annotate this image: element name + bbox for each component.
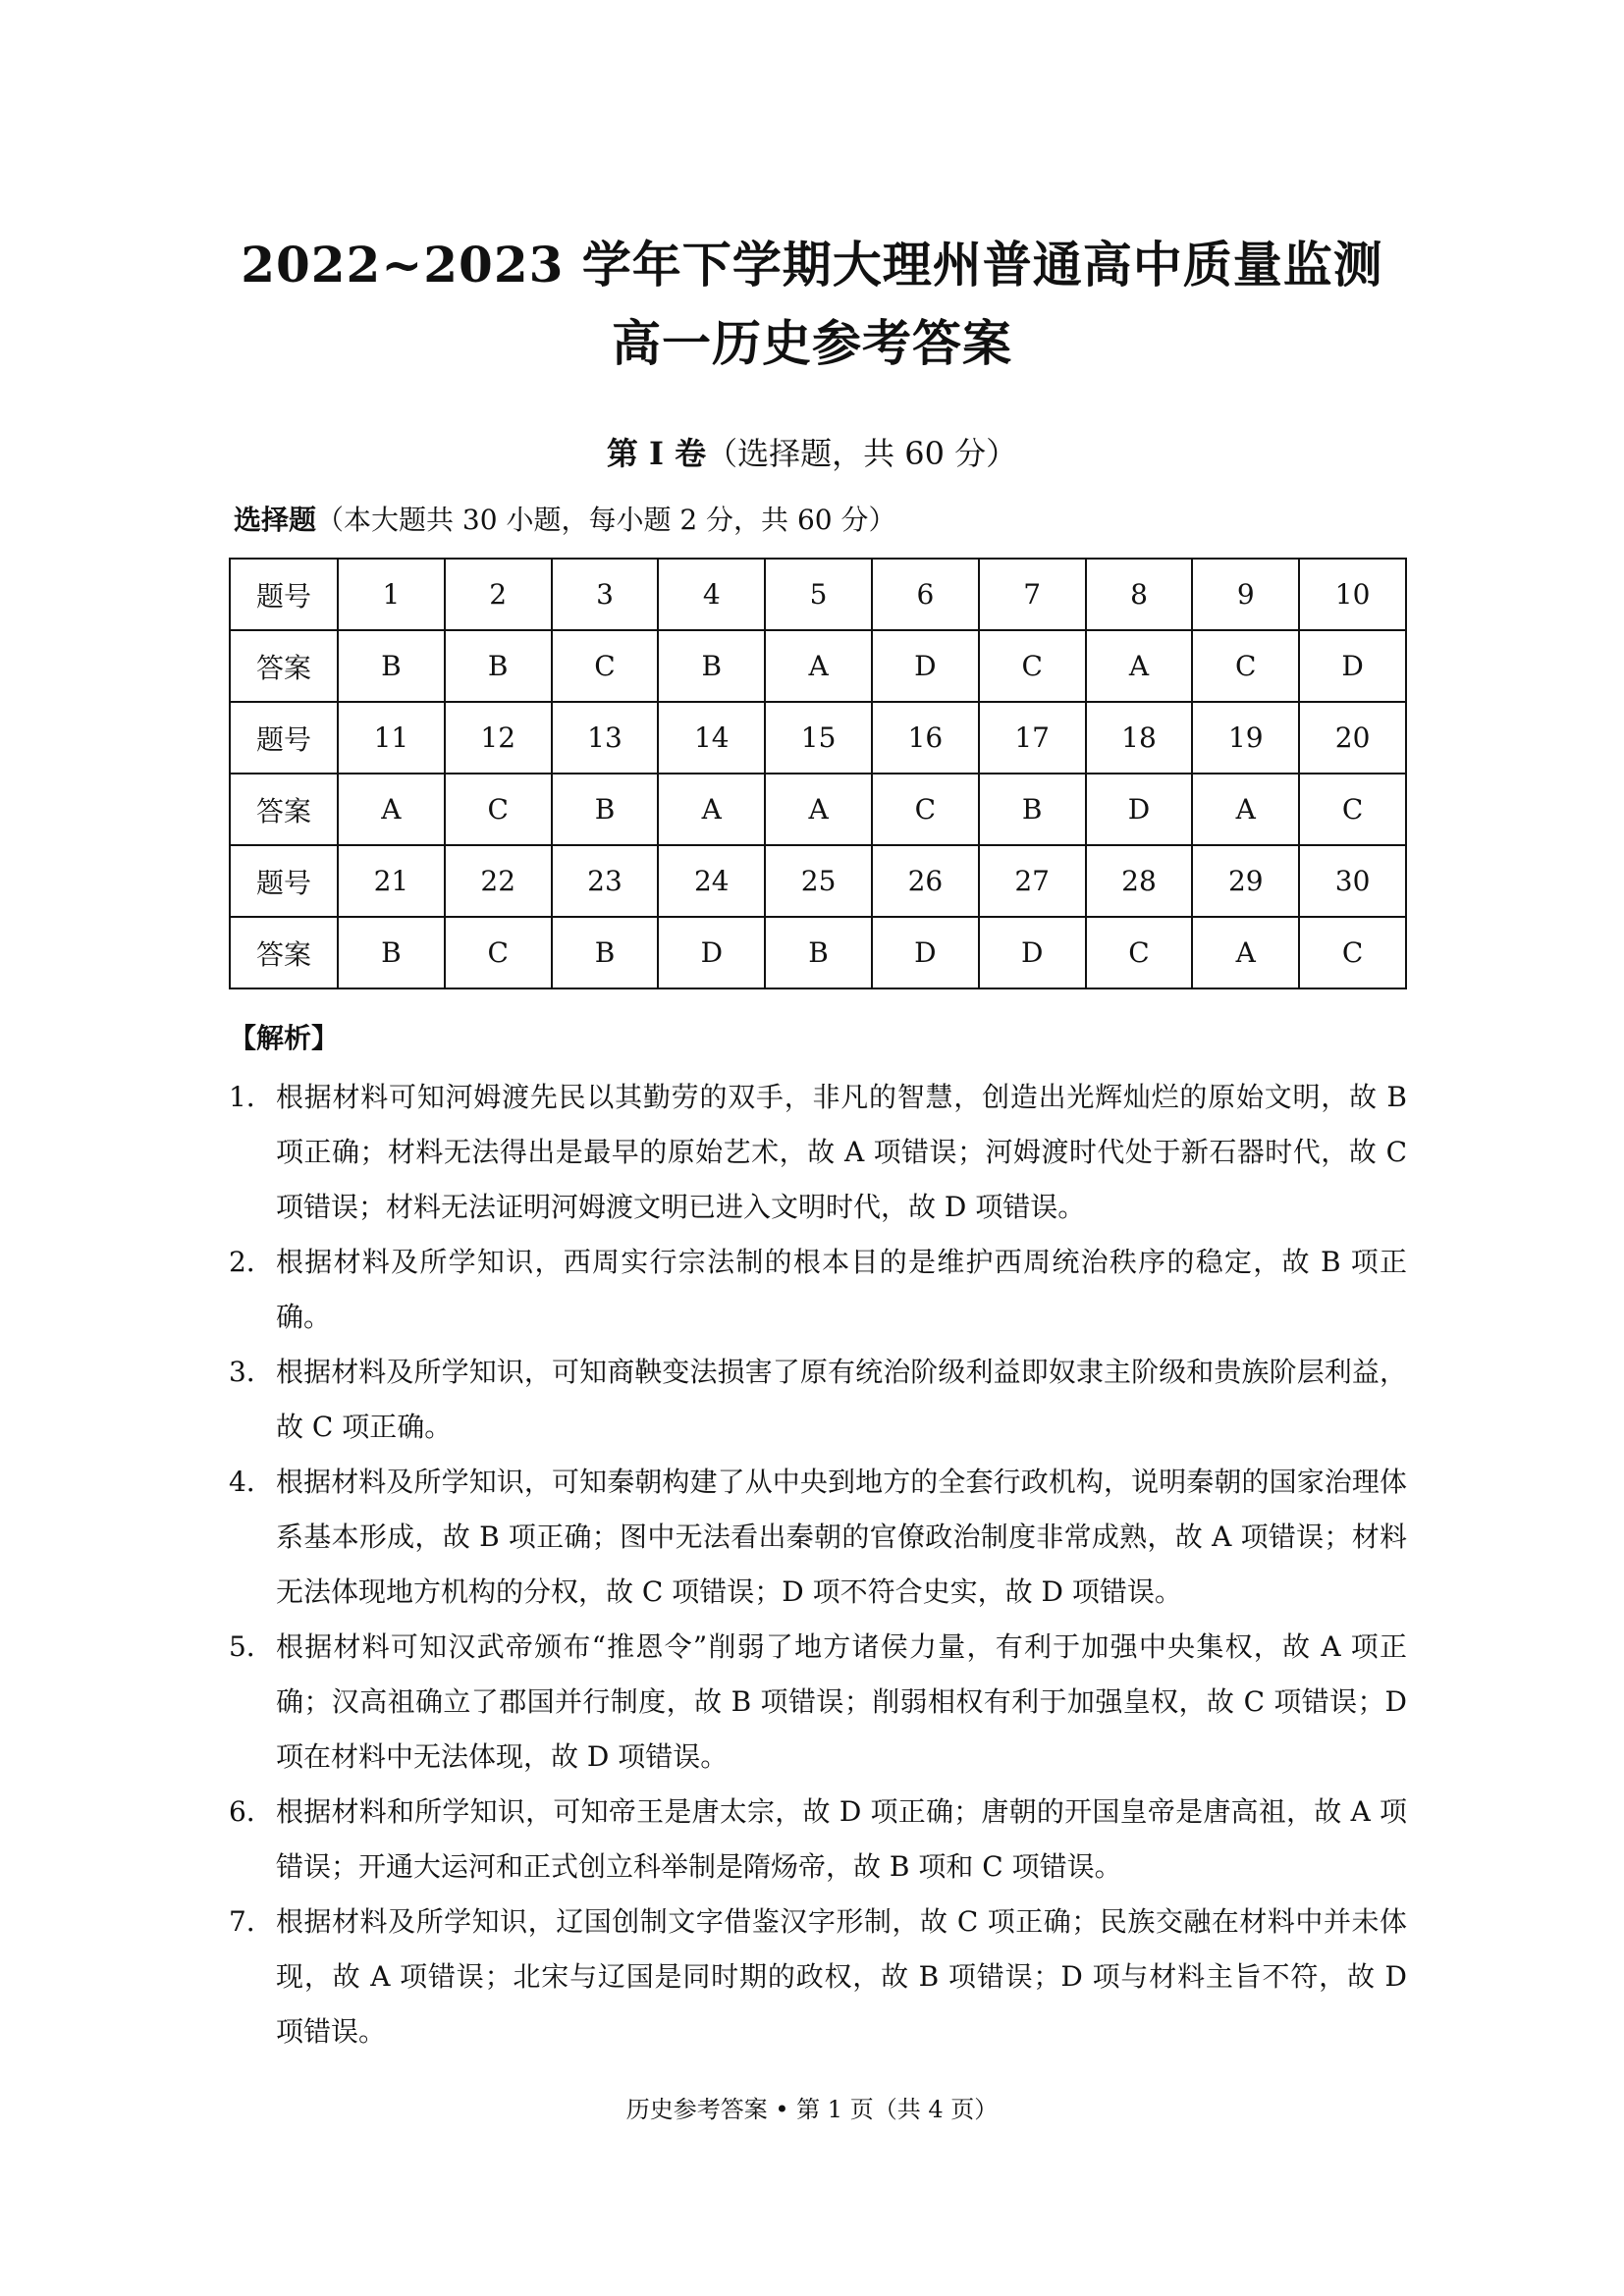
item-number: 4． <box>229 1466 274 1498</box>
answer-cell: D <box>1299 630 1406 702</box>
answer-cell: A <box>658 774 765 845</box>
answer-cell: C <box>872 774 979 845</box>
answer-cell: B <box>658 630 765 702</box>
table-row <box>230 630 1406 702</box>
item-text: 根据材料可知汉武帝颁布“推恩令”削弱了地方诸侯力量，有利于加强中央集权，故 A 项正确；汉高祖确立了郡国并行制度，故 B 项错误；削弱相权有利于加强皇权，故 C 项错误；D 项在材料中无法体现，故 D 项错误。 <box>276 1630 1407 1773</box>
question-number-cell: 27 <box>979 845 1086 917</box>
list-item <box>229 1785 1407 1895</box>
list-item <box>229 1235 1407 1345</box>
question-number-cell: 5 <box>765 559 872 630</box>
answer-cell: B <box>552 774 659 845</box>
answer-cell: A <box>765 630 872 702</box>
answer-cell: C <box>445 774 552 845</box>
item-text: 根据材料和所学知识，可知帝王是唐太宗，故 D 项正确；唐朝的开国皇帝是唐高祖，故 A 项错误；开通大运河和正式创立科举制是隋炀帝，故 B 项和 C 项错误。 <box>276 1795 1407 1883</box>
item-number: 7． <box>229 1905 274 1938</box>
answer-cell: D <box>1086 774 1193 845</box>
page-footer: 历史参考答案 • 第 1 页（共 4 页） <box>625 2096 999 2123</box>
answer-cell: C <box>1086 917 1193 988</box>
list-item <box>229 1620 1407 1785</box>
list-item <box>229 1070 1407 1235</box>
question-number-cell: 12 <box>445 702 552 774</box>
section-title <box>0 434 1624 473</box>
list-item <box>229 1895 1407 2059</box>
list-item <box>229 1345 1407 1455</box>
question-number-cell: 21 <box>338 845 445 917</box>
item-number: 2． <box>229 1246 274 1278</box>
answer-cell: A <box>1192 774 1299 845</box>
item-number: 1． <box>229 1081 274 1113</box>
answer-cell: A <box>765 774 872 845</box>
row-header: 答案 <box>230 774 338 845</box>
document-title: 2022~2023 学年下学期大理州普通高中质量监测 <box>241 236 1383 294</box>
question-number-cell: 2 <box>445 559 552 630</box>
row-header: 题号 <box>230 702 338 774</box>
row-header: 题号 <box>230 845 338 917</box>
answer-cell: B <box>765 917 872 988</box>
answer-cell: D <box>872 917 979 988</box>
answer-cell: C <box>1299 917 1406 988</box>
table-row <box>230 559 1406 630</box>
item-text: 根据材料及所学知识，可知秦朝构建了从中央到地方的全套行政机构，说明秦朝的国家治理体系基本形成，故 B 项正确；图中无法看出秦朝的官僚政治制度非常成熟，故 A 项错误；材料无法体现地方机构的分权，故 C 项错误；D 项不符合史实，故 D 项错误。 <box>276 1466 1407 1608</box>
table-row <box>230 702 1406 774</box>
answer-cell: B <box>979 774 1086 845</box>
question-number-cell: 10 <box>1299 559 1406 630</box>
question-number-cell: 18 <box>1086 702 1193 774</box>
question-number-cell: 23 <box>552 845 659 917</box>
question-number-cell: 4 <box>658 559 765 630</box>
explanation-list <box>229 1070 1407 2059</box>
item-text: 根据材料及所学知识，可知商鞅变法损害了原有统治阶级利益即奴隶主阶级和贵族阶层利益，故 C 项正确。 <box>276 1356 1407 1443</box>
answer-cell: C <box>445 917 552 988</box>
section-title-bold: 第 I 卷 <box>606 435 707 472</box>
question-number-cell: 17 <box>979 702 1086 774</box>
question-number-cell: 19 <box>1192 702 1299 774</box>
question-number-cell: 7 <box>979 559 1086 630</box>
answer-cell: D <box>658 917 765 988</box>
question-number-cell: 20 <box>1299 702 1406 774</box>
answer-cell: C <box>552 630 659 702</box>
row-header: 答案 <box>230 630 338 702</box>
list-item <box>229 1455 1407 1620</box>
analysis-heading: 【解析】 <box>229 1022 340 1054</box>
section-intro-rest: （本大题共 30 小题，每小题 2 分，共 60 分） <box>316 504 896 536</box>
row-header: 题号 <box>230 559 338 630</box>
question-number-cell: 9 <box>1192 559 1299 630</box>
answer-cell: C <box>1299 774 1406 845</box>
question-number-cell: 16 <box>872 702 979 774</box>
question-number-cell: 13 <box>552 702 659 774</box>
question-number-cell: 6 <box>872 559 979 630</box>
item-number: 5． <box>229 1630 274 1663</box>
question-number-cell: 24 <box>658 845 765 917</box>
table-row <box>230 774 1406 845</box>
answer-cell: D <box>979 917 1086 988</box>
section-intro <box>234 503 896 538</box>
table-row <box>230 917 1406 988</box>
question-number-cell: 8 <box>1086 559 1193 630</box>
section-title-rest: （选择题，共 60 分） <box>706 435 1018 472</box>
question-number-cell: 11 <box>338 702 445 774</box>
answer-cell: A <box>1086 630 1193 702</box>
question-number-cell: 22 <box>445 845 552 917</box>
item-text: 根据材料及所学知识，西周实行宗法制的根本目的是维护西周统治秩序的稳定，故 B 项正确。 <box>276 1246 1407 1333</box>
table-row <box>230 845 1406 917</box>
section-intro-bold: 选择题 <box>234 504 317 536</box>
question-number-cell: 30 <box>1299 845 1406 917</box>
question-number-cell: 15 <box>765 702 872 774</box>
question-number-cell: 25 <box>765 845 872 917</box>
answer-cell: B <box>445 630 552 702</box>
answer-table <box>229 558 1407 989</box>
item-text: 根据材料可知河姆渡先民以其勤劳的双手，非凡的智慧，创造出光辉灿烂的原始文明，故 B 项正确；材料无法得出是最早的原始艺术，故 A 项错误；河姆渡时代处于新石器时代，故 C 项错误；材料无法证明河姆渡文明已进入文明时代，故 D 项错误。 <box>276 1081 1407 1223</box>
answer-cell: B <box>338 917 445 988</box>
answer-cell: A <box>338 774 445 845</box>
item-number: 6． <box>229 1795 274 1828</box>
question-number-cell: 26 <box>872 845 979 917</box>
question-number-cell: 3 <box>552 559 659 630</box>
item-text: 根据材料及所学知识，辽国创制文字借鉴汉字形制，故 C 项正确；民族交融在材料中并未体现，故 A 项错误；北宋与辽国是同时期的政权，故 B 项错误；D 项与材料主旨不符，故 D 项错误。 <box>276 1905 1407 2048</box>
answer-cell: B <box>552 917 659 988</box>
question-number-cell: 14 <box>658 702 765 774</box>
row-header: 答案 <box>230 917 338 988</box>
question-number-cell: 29 <box>1192 845 1299 917</box>
question-number-cell: 1 <box>338 559 445 630</box>
answer-cell: D <box>872 630 979 702</box>
answer-cell: A <box>1192 917 1299 988</box>
answer-cell: B <box>338 630 445 702</box>
question-number-cell: 28 <box>1086 845 1193 917</box>
document-subtitle: 高一历史参考答案 <box>612 314 1012 372</box>
answer-cell: C <box>979 630 1086 702</box>
item-number: 3． <box>229 1356 274 1388</box>
answer-cell: C <box>1192 630 1299 702</box>
